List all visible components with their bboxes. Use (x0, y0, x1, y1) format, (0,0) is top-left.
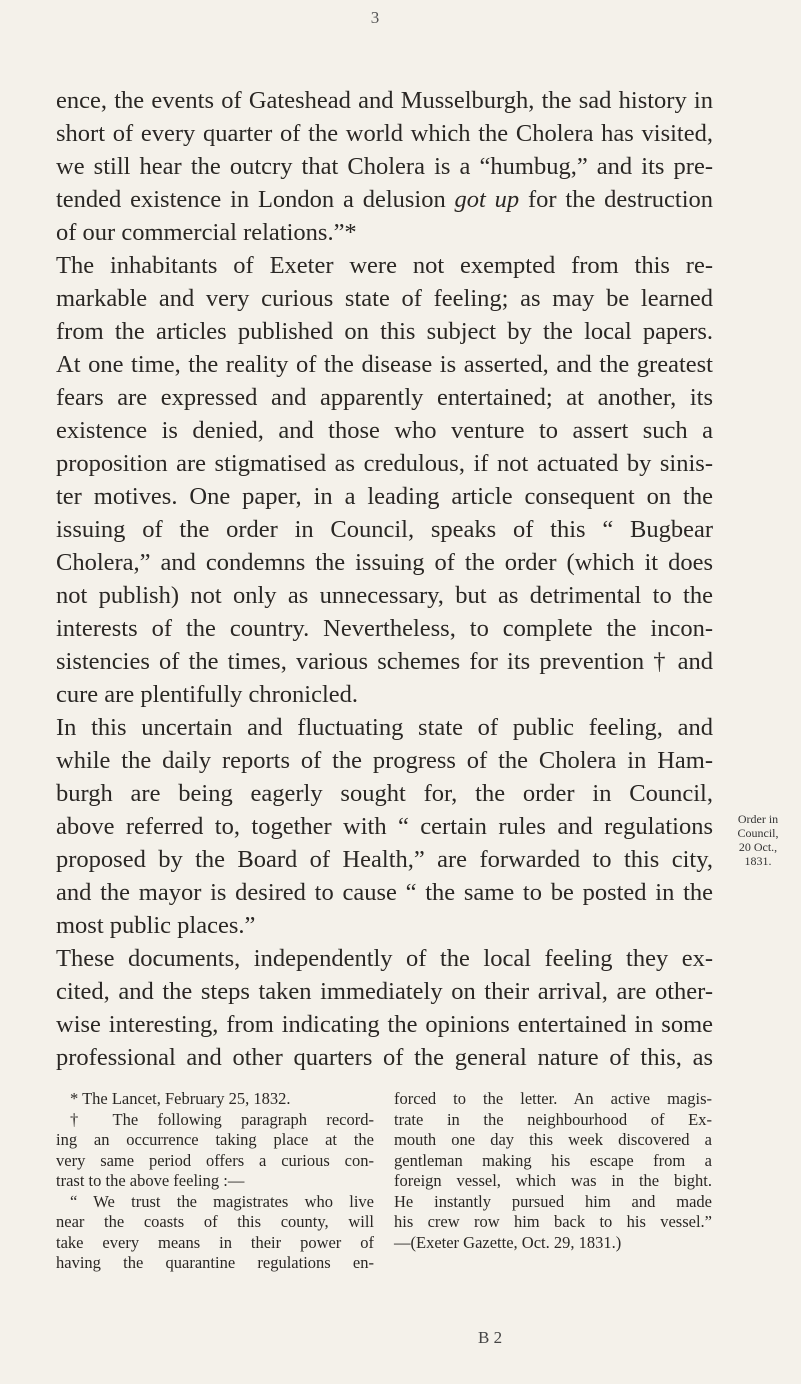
marginal-note-line: Council, (737, 826, 779, 840)
body-line: burgh are being eagerly sought for, the order in Council, (56, 780, 713, 807)
body-line: At one time, the reality of the disease is asserted, and the greatest (56, 351, 713, 378)
footnote-line: forced to the letter. An active magis- (394, 1089, 712, 1108)
footnote-line: gentleman making his escape from a (394, 1150, 712, 1170)
footnote-line: He instantly pursued him and made (394, 1191, 712, 1211)
body-line: Cholera,” and condemns the issuing of the order (which it does (56, 549, 713, 576)
footnotes-left-column (56, 1089, 374, 1274)
body-line: fears are expressed and apparently entertained; at another, its (56, 384, 713, 411)
body-line: issuing of the order in Council, speaks of this “ Bugbear (56, 516, 713, 543)
body-line: wise interesting, from indicating the opinions entertained in some (56, 1011, 713, 1038)
footnote-line: his crew row him back to his vessel.” (394, 1212, 712, 1231)
footnote-line: “ We trust the magistrates who live (70, 1191, 374, 1211)
marginal-note (718, 812, 798, 868)
footnote-line: trate in the neighbourhood of Ex- (394, 1109, 712, 1129)
body-line: cure are plentifully chronicled. (56, 681, 359, 708)
marginal-note-line: Order in (737, 812, 779, 826)
body-line: ence, the events of Gateshead and Musselburgh, the sad history in (56, 87, 713, 114)
body-line: proposed by the Board of Health,” are forwarded to this city, (56, 846, 713, 873)
body-line: The inhabitants of Exeter were not exempted from this re- (56, 252, 713, 279)
footnote-line: mouth one day this week discovered a (394, 1130, 712, 1149)
body-line: above referred to, together with “ certain rules and regulations (56, 813, 713, 840)
footnote-line: † The following paragraph record- (70, 1109, 374, 1129)
body-line: proposition are stigmatised as credulous, if not actuated by sinis- (56, 450, 713, 477)
signature-mark: B 2 (478, 1328, 503, 1347)
body-line: sistencies of the times, various schemes for its prevention † and (56, 648, 713, 675)
body-line: most public places.” (56, 912, 256, 939)
body-line: of our commercial relations.”* (56, 219, 357, 246)
page-number: 3 (370, 8, 380, 27)
body-line: professional and other quarters of the general nature of this, as (56, 1044, 713, 1071)
footnotes-right-column (394, 1089, 712, 1253)
footnote-line: near the coasts of this county, will (56, 1212, 374, 1231)
marginal-note-line: 20 Oct., (738, 840, 778, 854)
italic-emphasis: got up (454, 186, 520, 213)
body-line: These documents, independently of the local feeling they ex- (56, 945, 713, 972)
body-line: and the mayor is desired to cause “ the same to be posted in the (56, 879, 713, 906)
body-line: short of every quarter of the world which the Cholera has visited, (56, 120, 713, 147)
body-line: tended existence in London a delusion got up for the destruction (56, 186, 714, 213)
body-line: not publish) not only as unnecessary, but as detrimental to the (56, 582, 713, 609)
footnote-line: foreign vessel, which was in the bight. (394, 1171, 712, 1190)
footnote-line: —(Exeter Gazette, Oct. 29, 1831.) (394, 1232, 622, 1252)
body-line: In this uncertain and fluctuating state of public feeling, and (56, 714, 713, 741)
footnote-line: trast to the above feeling :— (56, 1171, 245, 1190)
body-line: while the daily reports of the progress of the Cholera in Ham- (56, 747, 713, 774)
body-line: we still hear the outcry that Cholera is a “humbug,” and its pre- (56, 153, 713, 180)
marginal-note-line: 1831. (744, 854, 772, 868)
body-line: markable and very curious state of feeling; as may be learned (56, 285, 713, 312)
footnote-line: take every means in their power of (56, 1232, 374, 1252)
body-line: from the articles published on this subject by the local papers. (56, 318, 713, 345)
footnote-line: having the quarantine regulations en- (56, 1253, 374, 1272)
footnote-line: * The Lancet, February 25, 1832. (70, 1089, 291, 1108)
footnote-line: very same period offers a curious con- (56, 1150, 374, 1170)
body-line: cited, and the steps taken immediately on their arrival, are other- (56, 978, 713, 1005)
body-line: ter motives. One paper, in a leading article consequent on the (56, 483, 713, 510)
body-line: interests of the country. Nevertheless, to complete the incon- (56, 615, 713, 642)
footnote-line: ing an occurrence taking place at the (56, 1130, 374, 1149)
body-line: existence is denied, and those who venture to assert such a (56, 417, 713, 444)
